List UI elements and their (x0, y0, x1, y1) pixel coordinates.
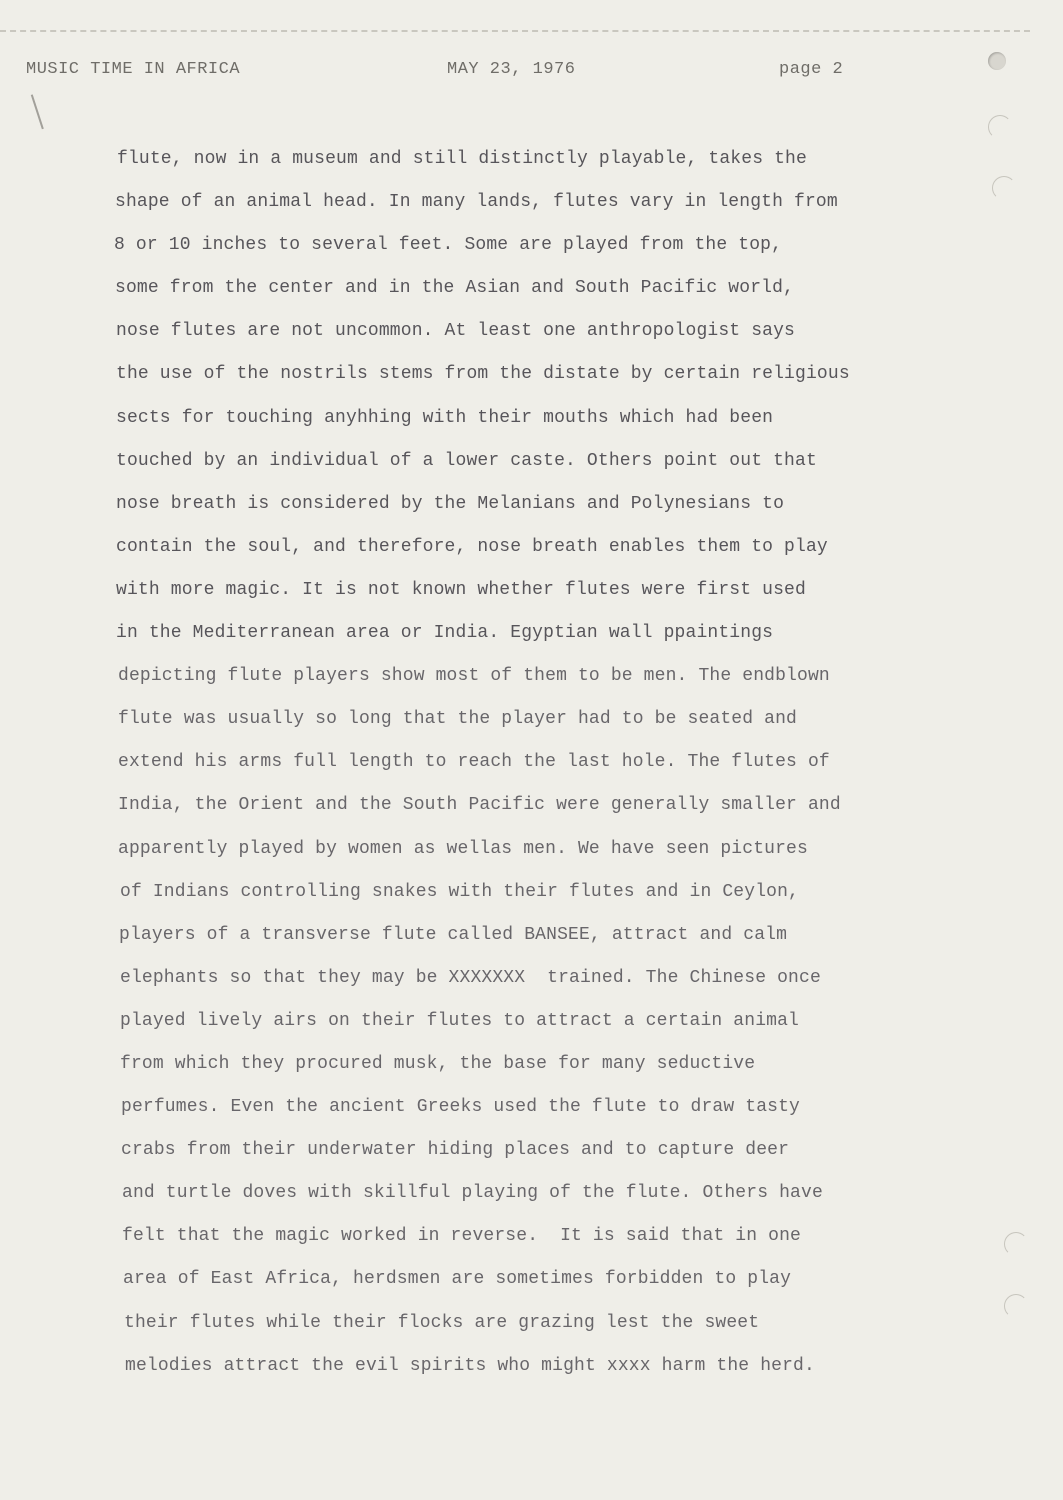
text-line: extend his arms full length to reach the last hole. The flutes of (118, 752, 830, 773)
text-line: with more magic. It is not known whether flutes were first used (116, 579, 806, 600)
text-line: and turtle doves with skillful playing of the flute. Others have (122, 1183, 823, 1204)
body-text (112, 138, 1012, 1388)
text-line: nose breath is considered by the Melanians and Polynesians to (116, 493, 785, 514)
text-line: contain the soul, and therefore, nose breath enables them to play (116, 536, 828, 557)
text-line: elephants so that they may be XXXXXXX trained. The Chinese once (120, 967, 821, 988)
text-line: players of a transverse flute called BANSEE, attract and calm (119, 924, 788, 945)
text-line: felt that the magic worked in reverse. It is said that in one (122, 1226, 802, 1247)
text-line: area of East Africa, herdsmen are sometimes forbidden to play (123, 1269, 792, 1290)
binder-hole-mark (988, 115, 1012, 139)
text-line: crabs from their underwater hiding places and to capture deer (121, 1140, 790, 1161)
text-line: apparently played by women as wellas men. We have seen pictures (118, 838, 808, 859)
stray-pencil-mark (31, 91, 55, 130)
top-edge-rule (0, 30, 1030, 32)
text-line: 8 or 10 inches to several feet. Some are played from the top, (114, 235, 783, 256)
text-line: India, the Orient and the South Pacific were generally smaller and (118, 795, 841, 816)
text-line: in the Mediterranean area or India. Egyptian wall ppaintings (116, 623, 774, 644)
text-line: their flutes while their flocks are grazing lest the sweet (124, 1312, 760, 1333)
text-line: sects for touching anyhhing with their mouths which had been (116, 407, 774, 428)
text-line: from which they procured musk, the base for many seductive (120, 1053, 756, 1074)
text-line: flute was usually so long that the player had to be seated and (118, 709, 798, 730)
header-title: MUSIC TIME IN AFRICA (26, 60, 241, 79)
text-line: some from the center and in the Asian and South Pacific world, (115, 278, 795, 299)
text-line: of Indians controlling snakes with their flutes and in Ceylon, (120, 881, 800, 902)
text-line: touched by an individual of a lower caste. Others point out that (116, 450, 817, 471)
text-line: nose flutes are not uncommon. At least one anthropologist says (116, 321, 796, 342)
text-line: shape of an animal head. In many lands, flutes vary in length from (115, 192, 838, 213)
text-line: the use of the nostrils stems from the distate by certain religious (116, 364, 850, 385)
header-page-number: page 2 (779, 60, 844, 79)
text-line: melodies attract the evil spirits who might xxxx harm the herd. (125, 1355, 815, 1376)
header-date: MAY 23, 1976 (447, 60, 576, 79)
text-line: depicting flute players show most of them to be men. The endblown (118, 666, 830, 687)
text-line: played lively airs on their flutes to attract a certain animal (120, 1010, 800, 1031)
text-line: flute, now in a museum and still distinctly playable, takes the (117, 149, 807, 169)
page-header (0, 60, 1063, 90)
text-line: perfumes. Even the ancient Greeks used the flute to draw tasty (121, 1097, 801, 1118)
